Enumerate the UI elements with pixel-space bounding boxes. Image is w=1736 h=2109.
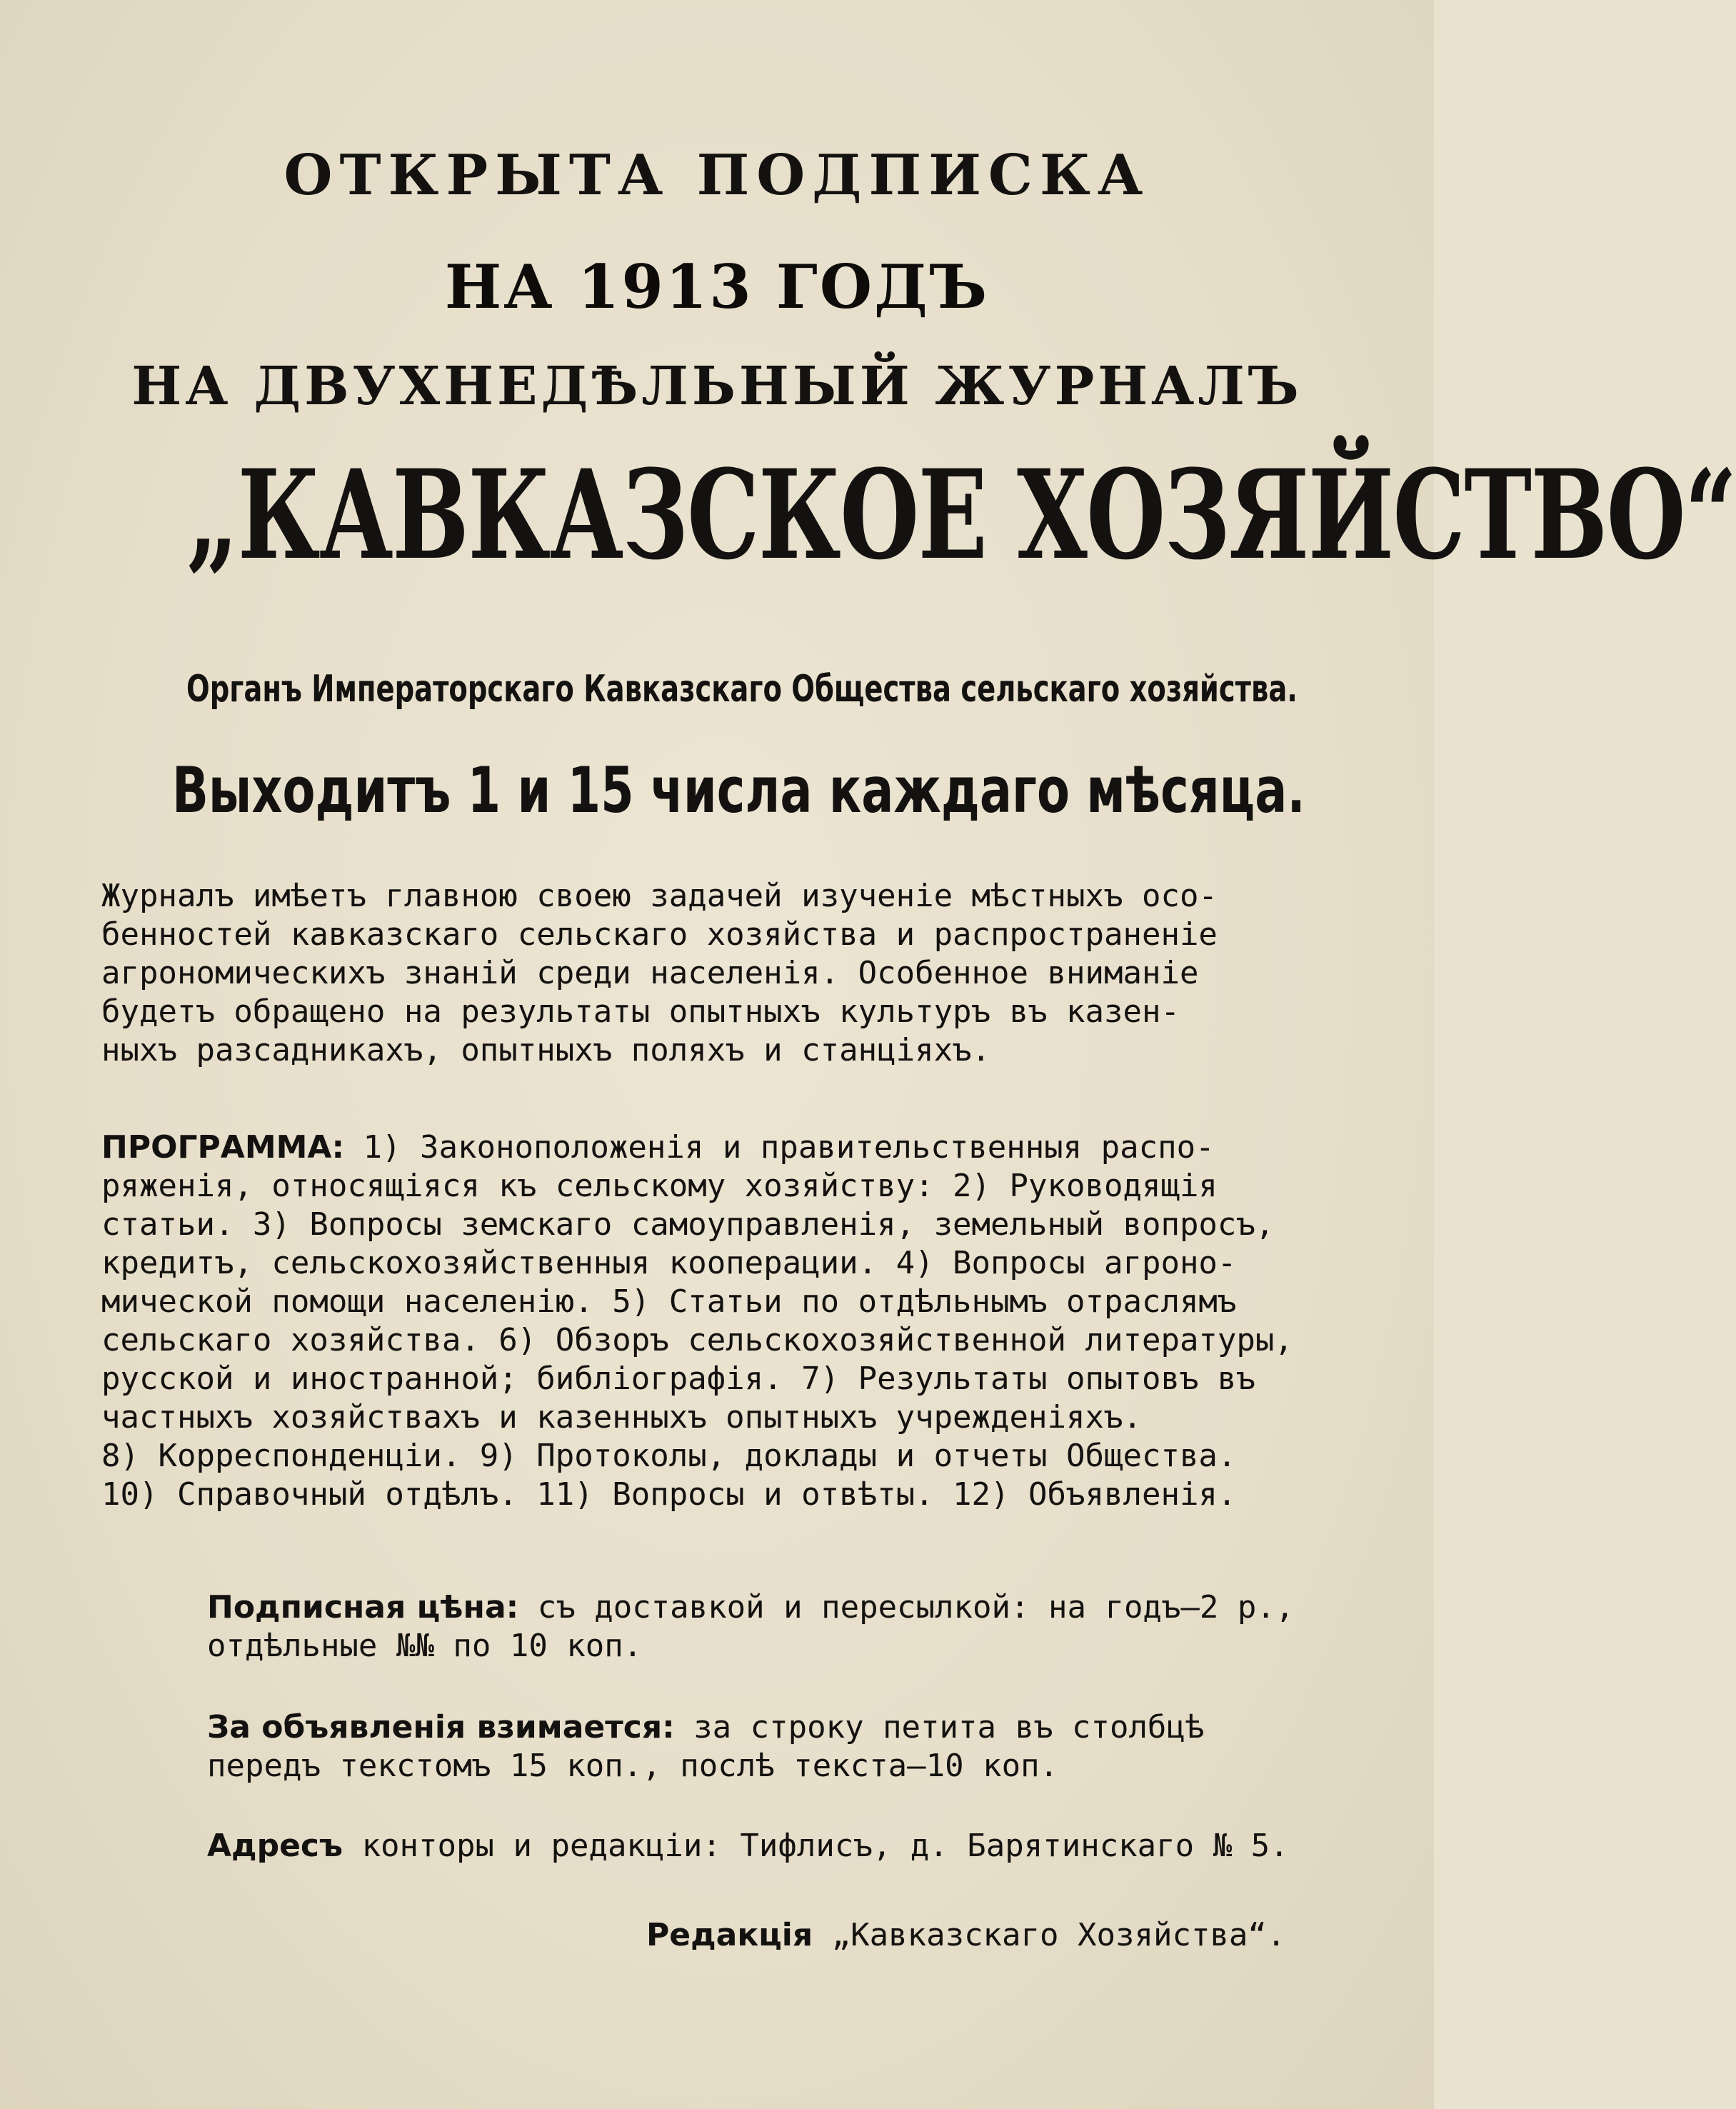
ads-line xyxy=(207,1708,1408,1747)
program-first-line xyxy=(101,1128,1408,1167)
advertising-rates xyxy=(207,1708,1408,1785)
program-line: 8) Корреспонденціи. 9) Протоколы, доклады и отчеты Общества. xyxy=(101,1438,1237,1474)
program-line: мической помощи населенію. 5) Статьи по отдѣльнымъ отраслямъ xyxy=(101,1283,1237,1320)
headline-subscription-open: ОТКРЫТА ПОДПИСКА xyxy=(284,143,1150,208)
program-line: 10) Справочный отдѣлъ. 11) Вопросы и отвѣты. 12) Объявленія. xyxy=(101,1476,1237,1513)
intro-line: агрономическихъ знаній среди населенія. Особенное вниманіе xyxy=(101,955,1199,991)
intro-paragraph xyxy=(101,877,1408,1070)
program-paragraph xyxy=(101,1128,1408,1514)
ads-label: За объявленія взимается: xyxy=(207,1709,675,1745)
program-line: русской и иностранной; библіографія. 7) Результаты опытовъ въ xyxy=(101,1361,1255,1397)
signature-label: Редакція xyxy=(646,1917,813,1953)
subscription-line xyxy=(207,1588,1408,1627)
program-line: кредитъ, сельскохозяйственныя кооперации. 4) Вопросы агроно- xyxy=(101,1245,1237,1281)
intro-line: ныхъ разсадникахъ, опытныхъ поляхъ и станціяхъ. xyxy=(101,1032,991,1068)
subscription-line: отдѣльные №№ по 10 коп. xyxy=(207,1628,643,1664)
ads-line-text: за строку петита въ столбцѣ xyxy=(674,1709,1205,1745)
ads-line: передъ текстомъ 15 коп., послѣ текста—10 коп. xyxy=(207,1748,1059,1784)
signature-text: „Кавказскаго Хозяйства“. xyxy=(813,1917,1286,1953)
publication-schedule: Выходитъ 1 и 15 числа каждаго мѣсяца. xyxy=(171,753,1305,827)
intro-line: будетъ обращено на результаты опытныхъ культуръ въ казен- xyxy=(101,993,1180,1030)
program-label: ПРОГРАММА: xyxy=(101,1129,345,1166)
intro-line: бенностей кавказскаго сельскаго хозяйства и распространеніе xyxy=(101,916,1218,953)
office-address xyxy=(207,1827,1408,1865)
subscription-label: Подписная цѣна: xyxy=(207,1589,519,1625)
journal-title: „КАВКАЗСКОЕ ХОЗЯЙСТВО“ xyxy=(186,442,1736,587)
headline-journal-type: НА ДВУХНЕДѢЛЬНЫЙ ЖУРНАЛЪ xyxy=(131,356,1303,417)
subscription-price xyxy=(207,1588,1408,1665)
program-line: частныхъ хозяйствахъ и казенныхъ опытныхъ учрежденіяхъ. xyxy=(101,1399,1142,1436)
headline-year: НА 1913 ГОДЪ xyxy=(444,251,990,322)
program-first-line-text: 1) Законоположенія и правительственныя распо- xyxy=(344,1129,1215,1166)
program-line: статьи. 3) Вопросы земскаго самоуправленія, земельный вопросъ, xyxy=(101,1206,1275,1243)
subscription-line-text: съ доставкой и пересылкой: на годъ—2 р., xyxy=(518,1589,1295,1625)
intro-line: Журналъ имѣетъ главною своею задачей изученіе мѣстныхъ осо- xyxy=(101,878,1218,914)
address-label: Адресъ xyxy=(207,1828,343,1864)
publisher-line: Органъ Императорскаго Кавказскаго Общества сельскаго хозяйства. xyxy=(186,668,1298,711)
program-line: сельскаго хозяйства. 6) Обзоръ сельскохозяйственной литературы, xyxy=(101,1322,1293,1358)
editorial-signature xyxy=(646,1917,1285,1953)
program-line: ряженія, относящіяся къ сельскому хозяйству: 2) Руководящія xyxy=(101,1168,1218,1204)
address-text: конторы и редакціи: Тифлисъ, д. Барятинскаго № 5. xyxy=(343,1828,1289,1864)
